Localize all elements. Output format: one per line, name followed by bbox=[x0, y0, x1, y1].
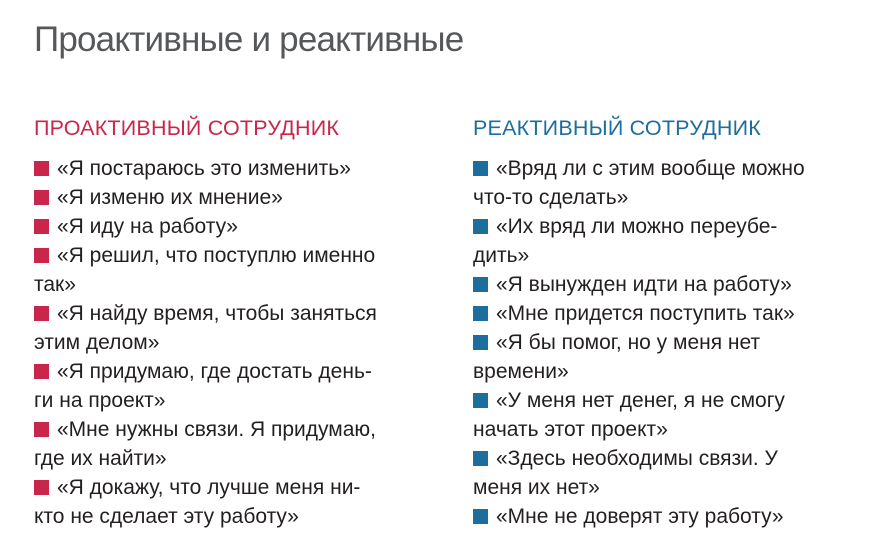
proactive-quote-text: так» bbox=[34, 273, 76, 296]
proactive-bullet-square-icon bbox=[34, 248, 49, 263]
proactive-quote-text: «Я иду на работу» bbox=[57, 215, 238, 238]
proactive-quote-text: «Я найду время, чтобы заняться bbox=[57, 302, 377, 325]
proactive-quote-text: где их найти» bbox=[34, 447, 167, 470]
proactive-quote-text: «Мне нужны связи. Я придумаю, bbox=[57, 418, 377, 441]
reactive-quote-text: начать этот проект» bbox=[473, 418, 668, 441]
proactive-quote-line bbox=[34, 241, 454, 270]
proactive-bullet-square-icon bbox=[34, 480, 49, 495]
reactive-quote-text: «Здесь необходимы связи. У bbox=[496, 447, 778, 470]
reactive-quote-line bbox=[473, 299, 868, 328]
proactive-quote-text: кто не сделает эту работу» bbox=[34, 505, 299, 528]
reactive-quote-line bbox=[473, 270, 868, 299]
proactive-bullet-square-icon bbox=[34, 306, 49, 321]
proactive-bullet-square-icon bbox=[34, 364, 49, 379]
reactive-bullet-square-icon bbox=[473, 509, 488, 524]
reactive-list bbox=[473, 154, 868, 531]
reactive-quote-line bbox=[473, 328, 868, 357]
reactive-quote-line bbox=[473, 502, 868, 531]
reactive-column bbox=[473, 114, 868, 531]
proactive-bullet-square-icon bbox=[34, 422, 49, 437]
proactive-quote-text: «Я изменю их мнение» bbox=[57, 186, 283, 209]
proactive-quote-text: «Я докажу, что лучше меня ни- bbox=[57, 476, 361, 499]
reactive-quote-text: дить» bbox=[473, 244, 530, 267]
proactive-quote-line bbox=[34, 212, 454, 241]
proactive-quote-line bbox=[34, 328, 454, 357]
proactive-bullet-square-icon bbox=[34, 190, 49, 205]
reactive-quote-text: «Их вряд ли можно переубе- bbox=[496, 215, 778, 238]
proactive-quote-line bbox=[34, 357, 454, 386]
reactive-quote-text: «Я бы помог, но у меня нет bbox=[496, 331, 761, 354]
proactive-bullet-square-icon bbox=[34, 161, 49, 176]
reactive-quote-text: времени» bbox=[473, 360, 569, 383]
page-title: Проактивные и реактивные bbox=[34, 20, 464, 59]
reactive-quote-text: что-то сделать» bbox=[473, 186, 629, 209]
proactive-heading: ПРОАКТИВНЫЙ СОТРУДНИК bbox=[34, 116, 340, 140]
proactive-quote-line bbox=[34, 270, 454, 299]
proactive-quote-text: «Я постараюсь это изменить» bbox=[57, 157, 351, 180]
reactive-quote-line bbox=[473, 444, 868, 473]
proactive-quote-line bbox=[34, 473, 454, 502]
proactive-quote-text: «Я придумаю, где достать день- bbox=[57, 360, 372, 383]
proactive-quote-line bbox=[34, 154, 454, 183]
reactive-quote-text: «Мне не доверят эту работу» bbox=[496, 505, 784, 528]
proactive-quote-line bbox=[34, 183, 454, 212]
proactive-column bbox=[34, 114, 454, 531]
proactive-bullet-square-icon bbox=[34, 219, 49, 234]
proactive-quote-line bbox=[34, 502, 454, 531]
reactive-quote-line bbox=[473, 473, 868, 502]
reactive-bullet-square-icon bbox=[473, 306, 488, 321]
reactive-bullet-square-icon bbox=[473, 277, 488, 292]
reactive-quote-text: «Мне придется поступить так» bbox=[496, 302, 795, 325]
proactive-quote-line bbox=[34, 444, 454, 473]
reactive-bullet-square-icon bbox=[473, 451, 488, 466]
reactive-quote-text: меня их нет» bbox=[473, 476, 600, 499]
proactive-list bbox=[34, 154, 454, 531]
reactive-quote-text: «У меня нет денег, я не смогу bbox=[496, 389, 785, 412]
reactive-quote-line bbox=[473, 386, 868, 415]
reactive-quote-line bbox=[473, 183, 868, 212]
proactive-quote-line bbox=[34, 299, 454, 328]
reactive-bullet-square-icon bbox=[473, 393, 488, 408]
reactive-quote-line bbox=[473, 154, 868, 183]
reactive-quote-text: «Вряд ли с этим вообще можно bbox=[496, 157, 805, 180]
proactive-quote-line bbox=[34, 415, 454, 444]
reactive-bullet-square-icon bbox=[473, 161, 488, 176]
proactive-quote-text: этим делом» bbox=[34, 331, 160, 354]
reactive-quote-line bbox=[473, 241, 868, 270]
proactive-quote-line bbox=[34, 386, 454, 415]
reactive-bullet-square-icon bbox=[473, 219, 488, 234]
proactive-quote-text: ги на проект» bbox=[34, 389, 166, 412]
reactive-quote-line bbox=[473, 415, 868, 444]
reactive-quote-line bbox=[473, 357, 868, 386]
reactive-quote-text: «Я вынужден идти на работу» bbox=[496, 273, 792, 296]
reactive-heading: РЕАКТИВНЫЙ СОТРУДНИК bbox=[473, 116, 761, 140]
proactive-quote-text: «Я решил, что поступлю именно bbox=[57, 244, 376, 267]
reactive-bullet-square-icon bbox=[473, 335, 488, 350]
reactive-quote-line bbox=[473, 212, 868, 241]
